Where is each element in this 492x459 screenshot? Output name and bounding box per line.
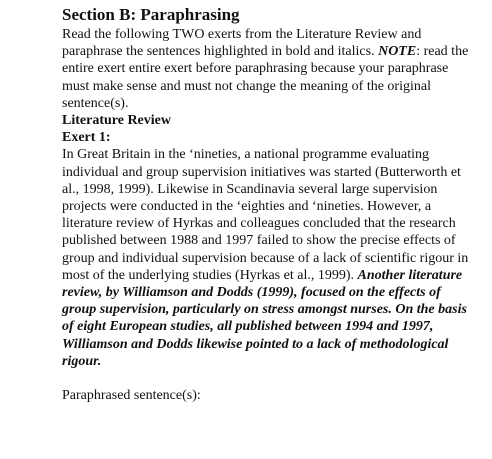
literature-review-heading: Literature Review bbox=[62, 113, 171, 129]
instructions-after-note: read the entire exert entire exert before paraphrasing because your paraphrase must make sense and must not change the meaning of the original sentence(s). bbox=[62, 44, 469, 111]
paragraph-spacer bbox=[62, 370, 474, 387]
exert-1-plain-text: In Great Britain in the ‘nineties, a national programme evaluating individual and group supervision initiatives was started (Butterworth et al., 1998, 1999). Likewise in Scandinavia several large supervision projects were conducted in the ‘eighties and ‘nineties. However, a literature review of Hyrkas and colleagues concluded that the research published between 1988 and 1997 failed to show the precise effects of group and individual supervision because of a lack of scientific rigour in most of the underlying studies (Hyrkas et al., 1999). bbox=[62, 147, 469, 283]
exert-1-emphasized-text: Another literature review, by Williamson and Dodds (1999), focused on the effects of group supervision, particularly on stress amongst nurses. On the basis of eight European studies, all published between 1994 and 1997, Williamson and Dodds likewise pointed to a lack of methodological rigour. bbox=[62, 267, 467, 369]
instructions-paragraph bbox=[62, 26, 474, 112]
instructions-before-note: Read the following TWO exerts from the Literature Review and paraphrase the sentences highlighted in bold and italics. bbox=[62, 27, 422, 60]
note-label: NOTE bbox=[378, 44, 417, 60]
section-title: Section B: Paraphrasing bbox=[62, 5, 240, 24]
exert-1-paragraph bbox=[62, 146, 474, 370]
paraphrased-sentences-label: Paraphrased sentence(s): bbox=[62, 388, 201, 404]
note-colon: : bbox=[416, 44, 421, 60]
exert-heading: Exert 1: bbox=[62, 130, 111, 146]
